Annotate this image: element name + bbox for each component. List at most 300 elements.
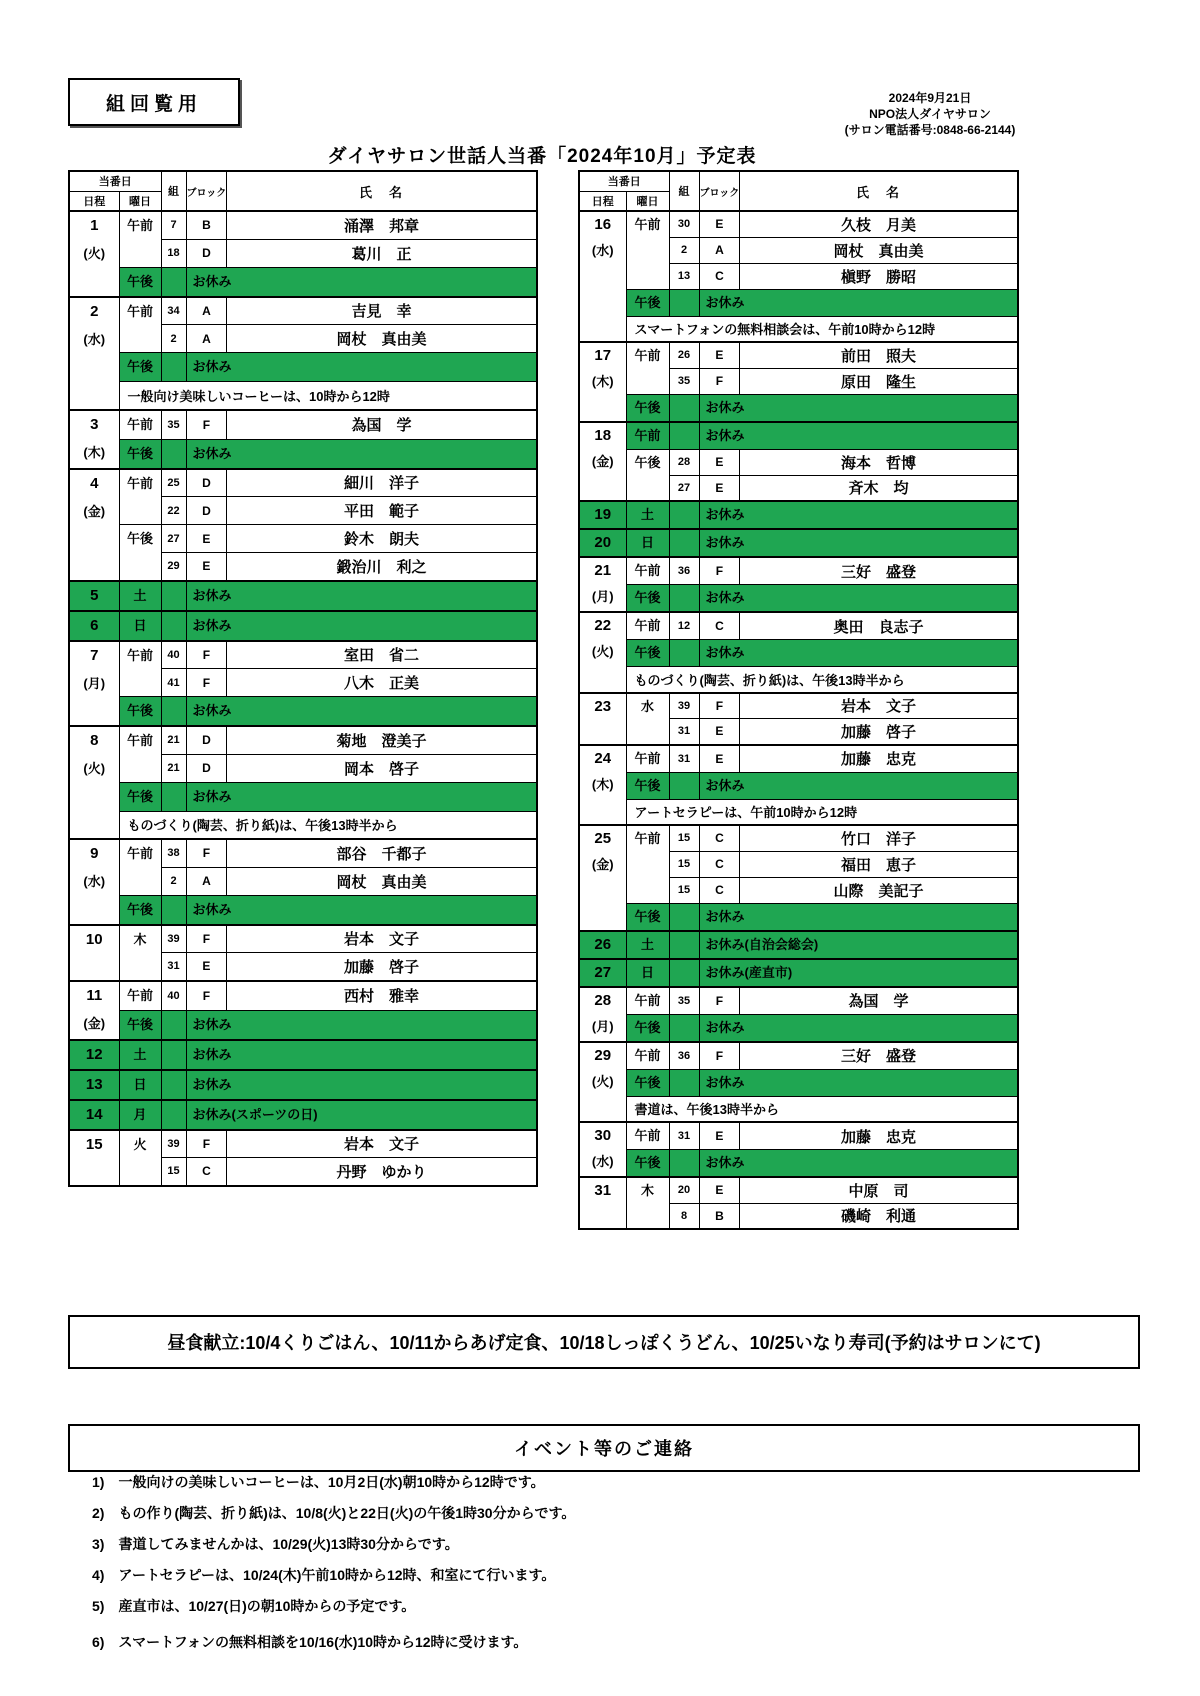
schedule-row (579, 612, 1018, 640)
person-name: 岡杖 真由美 (227, 867, 537, 895)
person-name: 吉見 幸 (227, 297, 537, 325)
period-cell: 午後 (119, 439, 161, 469)
schedule-row (579, 903, 1018, 931)
block-cell: A (186, 325, 227, 353)
kumi-cell: 39 (161, 1130, 186, 1158)
dow-cell: 月 (119, 1100, 161, 1130)
date-cell (69, 410, 119, 469)
period-cell: 午前 (626, 422, 669, 450)
rest-day-row (579, 529, 1018, 557)
header-dow: 曜日 (119, 191, 161, 211)
date-cell (579, 987, 626, 1042)
event-item-5: 5) 産直市は、10/27(日)の朝10時からの予定です。 (92, 1598, 416, 1614)
kumi-cell (161, 1070, 186, 1100)
header-date: 日程 (579, 191, 626, 211)
person-name: 丹野 ゆかり (227, 1158, 537, 1186)
block-cell: E (699, 719, 740, 745)
period-cell: 午後 (119, 267, 161, 297)
person-name: 福田 恵子 (740, 851, 1018, 877)
rest-label: お休み (699, 289, 1018, 316)
block-cell: C (699, 263, 740, 289)
block-cell: A (186, 867, 227, 895)
person-name: 山際 美記子 (740, 877, 1018, 903)
schedule-row (69, 525, 537, 553)
person-name: 三好 盛登 (740, 557, 1018, 585)
kumi-cell (669, 394, 699, 422)
period-cell: 午前 (626, 1122, 669, 1150)
rest-label: お休み (699, 903, 1018, 931)
block-cell: A (699, 237, 740, 263)
date-cell (579, 1122, 626, 1177)
person-name: 原田 隆生 (740, 368, 1018, 394)
date-cell: 14 (69, 1100, 119, 1130)
block-cell: E (699, 449, 740, 475)
schedule-row (579, 1150, 1018, 1178)
note-row (579, 316, 1018, 342)
header-kumi: 組 (669, 171, 699, 211)
kumi-cell: 35 (669, 368, 699, 394)
person-name: 奥田 良志子 (740, 612, 1018, 640)
kumi-cell: 34 (161, 297, 186, 325)
kumi-cell (669, 529, 699, 557)
kumi-cell (669, 289, 699, 316)
rest-day-row (579, 959, 1018, 987)
date-number: 18 (594, 426, 612, 444)
rest-label: お休み (186, 439, 537, 469)
rest-label: お休み (186, 1070, 537, 1100)
kumi-cell (669, 903, 699, 931)
period-cell: 午前 (119, 211, 161, 267)
schedule-row (69, 641, 537, 669)
duty-table-left (68, 170, 538, 1187)
rest-day-row (69, 1040, 537, 1070)
date-number: 9 (90, 845, 99, 862)
kumi-cell: 8 (669, 1203, 699, 1229)
schedule-row (69, 469, 537, 497)
date-number: 17 (594, 347, 612, 364)
kumi-cell: 40 (161, 981, 186, 1011)
schedule-row (579, 1069, 1018, 1096)
kumi-cell: 15 (161, 1158, 186, 1186)
schedule-row (69, 267, 537, 297)
date-cell (579, 745, 626, 826)
event-note: 書道は、午後13時半から (626, 1096, 1018, 1122)
person-name: 加藤 忠克 (740, 1122, 1018, 1150)
date-cell (579, 1042, 626, 1123)
schedule-row (579, 745, 1018, 773)
dow-label: (火) (83, 246, 106, 261)
kumi-cell (161, 611, 186, 641)
date-cell: 6 (69, 611, 119, 641)
person-name: 涌澤 邦章 (227, 211, 537, 239)
period-cell: 午前 (626, 342, 669, 394)
schedule-row (579, 987, 1018, 1015)
header-duty-day: 当番日 (579, 171, 669, 191)
rest-day-row (579, 501, 1018, 529)
schedule-row (69, 297, 537, 325)
block-cell: E (699, 342, 740, 368)
date-number: 16 (594, 216, 612, 233)
person-name: 磯崎 利通 (740, 1203, 1018, 1229)
date-number: 10 (85, 930, 103, 948)
kumi-cell (669, 640, 699, 667)
kumi-cell: 36 (669, 1042, 699, 1070)
schedule-row (579, 394, 1018, 422)
period-cell: 午後 (626, 289, 669, 316)
header-name: 氏 名 (227, 171, 537, 211)
schedule-row (69, 1010, 537, 1040)
kumi-cell: 13 (669, 263, 699, 289)
period-cell: 午前 (626, 745, 669, 773)
period-cell: 午前 (626, 825, 669, 903)
period-cell: 午前 (119, 641, 161, 697)
events-header-box (68, 1424, 1140, 1472)
dow-label: (月) (591, 1018, 614, 1034)
person-name: 為国 学 (227, 410, 537, 440)
schedule-row (69, 697, 537, 727)
block-cell: E (186, 553, 227, 581)
block-cell: F (186, 1130, 227, 1158)
kumi-cell: 35 (669, 987, 699, 1015)
rest-day-row (69, 1100, 537, 1130)
schedule-row (579, 585, 1018, 613)
rest-label: お休み (699, 585, 1018, 613)
date-number: 24 (594, 749, 612, 767)
date-number: 4 (90, 474, 99, 492)
schedule-row (69, 439, 537, 469)
note-row (579, 667, 1018, 693)
person-name: 竹口 洋子 (740, 825, 1018, 851)
person-name: 西村 雅幸 (227, 981, 537, 1011)
dow-label: (金) (591, 453, 614, 469)
dow-label: (火) (591, 1073, 614, 1089)
schedule-row (579, 422, 1018, 450)
block-cell: F (699, 1042, 740, 1070)
dow-cell: 土 (119, 1040, 161, 1070)
schedule-row (579, 1042, 1018, 1070)
block-cell: E (699, 1122, 740, 1150)
person-name: 岩本 文子 (227, 1130, 537, 1158)
date-cell: 5 (69, 581, 119, 611)
dow-cell: 木 (119, 925, 161, 981)
person-name: 岡杖 真由美 (740, 237, 1018, 263)
kumi-cell: 2 (161, 867, 186, 895)
block-cell: B (186, 211, 227, 239)
block-cell: C (699, 877, 740, 903)
kumi-cell: 39 (161, 925, 186, 953)
kumi-cell: 31 (161, 953, 186, 981)
event-note: ものづくり(陶芸、折り紙)は、午後13時半から (119, 811, 537, 839)
date-cell (579, 557, 626, 612)
kumi-cell: 2 (161, 325, 186, 353)
person-name: 細川 洋子 (227, 469, 537, 497)
date-cell: 26 (579, 931, 626, 959)
rest-day-row (69, 611, 537, 641)
schedule-row (69, 211, 537, 239)
schedule-row (69, 353, 537, 382)
kumi-cell: 25 (161, 469, 186, 497)
person-name: 加藤 啓子 (740, 719, 1018, 745)
period-cell: 午前 (119, 297, 161, 353)
issuer-info (750, 90, 1110, 138)
dow-label: (水) (83, 331, 106, 347)
block-cell: C (699, 851, 740, 877)
block-cell: F (699, 987, 740, 1015)
duty-table-right (578, 170, 1019, 1230)
header-date: 日程 (69, 191, 119, 211)
kumi-cell (669, 585, 699, 613)
duty-table-left-mount (68, 170, 538, 1187)
period-cell: 午前 (119, 839, 161, 895)
header-block: ブロック (699, 171, 740, 211)
person-name: 為国 学 (740, 987, 1018, 1015)
person-name: 斉木 均 (740, 475, 1018, 501)
dow-label: (水) (591, 243, 614, 258)
rest-label: お休み (186, 353, 537, 382)
schedule-row (579, 640, 1018, 667)
rest-label: お休み (186, 1040, 537, 1070)
block-cell: E (699, 475, 740, 501)
kumi-cell (669, 959, 699, 987)
schedule-row (579, 289, 1018, 316)
dow-cell: 日 (119, 1070, 161, 1100)
kumi-cell (161, 353, 186, 382)
kumi-cell: 27 (161, 525, 186, 553)
dow-cell: 日 (119, 611, 161, 641)
period-cell: 午前 (119, 469, 161, 525)
event-item-6: 6) スマートフォンの無料相談を10/16(水)10時から12時に受けます。 (92, 1634, 528, 1650)
kumi-cell: 21 (161, 726, 186, 754)
schedule-row (579, 1014, 1018, 1042)
date-cell (579, 825, 626, 931)
rest-day-row (69, 1070, 537, 1100)
dow-cell: 木 (626, 1177, 669, 1229)
period-cell: 午前 (626, 211, 669, 289)
dow-label: (金) (83, 503, 106, 519)
period-cell: 午後 (119, 697, 161, 727)
date-number: 8 (90, 732, 99, 749)
date-cell (579, 612, 626, 693)
date-cell (579, 211, 626, 342)
org-phone: (サロン電話番号:0848-66-2144) (844, 123, 1016, 137)
date-number: 2 (90, 302, 99, 320)
event-note: ものづくり(陶芸、折り紙)は、午後13時半から (626, 667, 1018, 693)
date-number: 23 (594, 697, 612, 715)
dow-label: (金) (591, 857, 614, 872)
kumi-cell: 35 (161, 410, 186, 440)
period-cell: 午前 (626, 987, 669, 1015)
rest-label: お休み(自治会総会) (699, 931, 1018, 959)
rest-label: お休み (699, 640, 1018, 667)
person-name: 中原 司 (740, 1177, 1018, 1203)
person-name: 岡本 啓子 (227, 754, 537, 782)
dow-label: (水) (591, 1154, 614, 1169)
dow-cell: 土 (626, 501, 669, 529)
date-cell (579, 1177, 626, 1229)
schedule-row (69, 839, 537, 867)
header-dow: 曜日 (626, 191, 669, 211)
kumi-cell: 40 (161, 641, 186, 669)
event-item-2: 2) もの作り(陶芸、折り紙)は、10/8(火)と22日(火)の午後1時30分からです。 (92, 1505, 576, 1521)
event-list (92, 1472, 1132, 1663)
date-number: 11 (86, 986, 103, 1004)
dow-cell: 日 (626, 959, 669, 987)
schedule-row (69, 782, 537, 811)
block-cell: F (699, 368, 740, 394)
person-name: 鍛治川 利之 (227, 553, 537, 581)
schedule-row (69, 981, 537, 1011)
rest-label: お休み (186, 267, 537, 297)
kumi-cell (161, 1040, 186, 1070)
schedule-row (69, 726, 537, 754)
date-number: 3 (90, 415, 99, 433)
event-note: アートセラピーは、午前10時から12時 (626, 799, 1018, 825)
rest-label: お休み (699, 394, 1018, 422)
header-row (579, 171, 1018, 191)
date-cell (69, 641, 119, 727)
block-cell: E (699, 1177, 740, 1203)
event-item-4: 4) アートセラピーは、10/24(木)午前10時から12時、和室にて行います。 (92, 1567, 556, 1583)
person-name: 鈴木 朗夫 (227, 525, 537, 553)
person-name: 海本 哲博 (740, 449, 1018, 475)
kumi-cell: 2 (669, 237, 699, 263)
kumi-cell (669, 1069, 699, 1096)
period-cell: 午後 (626, 449, 669, 501)
kumi-cell: 38 (161, 839, 186, 867)
circulation-label: 組回覧用 (105, 93, 202, 115)
kumi-cell: 41 (161, 669, 186, 697)
block-cell: E (186, 953, 227, 981)
rest-label: お休み (186, 697, 537, 727)
issue-date: 2024年9月21日 (888, 91, 972, 105)
person-name: 岡杖 真由美 (227, 325, 537, 353)
header-kumi: 組 (161, 171, 186, 211)
kumi-cell: 31 (669, 1122, 699, 1150)
block-cell: D (186, 239, 227, 267)
block-cell: F (699, 557, 740, 585)
person-name: 久枝 月美 (740, 211, 1018, 237)
block-cell: F (186, 669, 227, 697)
dow-cell: 水 (626, 693, 669, 745)
date-cell (69, 1130, 119, 1186)
dow-label: (火) (83, 761, 106, 776)
kumi-cell (161, 782, 186, 811)
date-number: 1 (90, 217, 99, 234)
event-item-3: 3) 書道してみませんかは、10/29(火)13時30分からです。 (92, 1536, 459, 1552)
kumi-cell: 7 (161, 211, 186, 239)
note-row (579, 799, 1018, 825)
period-cell: 午後 (119, 895, 161, 925)
kumi-cell: 15 (669, 825, 699, 851)
block-cell: D (186, 754, 227, 782)
person-name: 三好 盛登 (740, 1042, 1018, 1070)
lunch-menu-box (68, 1315, 1140, 1369)
dow-cell: 火 (119, 1130, 161, 1186)
date-cell (579, 422, 626, 502)
block-cell: F (186, 925, 227, 953)
block-cell: B (699, 1203, 740, 1229)
rest-label: お休み (699, 1069, 1018, 1096)
block-cell: C (699, 825, 740, 851)
person-name: 室田 省二 (227, 641, 537, 669)
dow-cell: 土 (626, 931, 669, 959)
period-cell: 午前 (119, 981, 161, 1011)
kumi-cell (669, 772, 699, 799)
schedule-row (579, 1122, 1018, 1150)
rest-label: お休み (699, 1150, 1018, 1178)
person-name: 槇野 勝昭 (740, 263, 1018, 289)
schedule-row (579, 557, 1018, 585)
kumi-cell: 31 (669, 719, 699, 745)
kumi-cell: 27 (669, 475, 699, 501)
block-cell: F (186, 981, 227, 1011)
schedule-row (579, 825, 1018, 851)
period-cell: 午後 (626, 903, 669, 931)
schedule-row (579, 342, 1018, 368)
date-cell: 13 (69, 1070, 119, 1100)
block-cell: F (186, 839, 227, 867)
person-name: 加藤 啓子 (227, 953, 537, 981)
block-cell: E (186, 525, 227, 553)
rest-label: お休み (699, 529, 1018, 557)
block-cell: E (699, 745, 740, 773)
header-row (69, 171, 537, 191)
period-cell: 午後 (626, 394, 669, 422)
block-cell: C (186, 1158, 227, 1186)
date-number: 30 (594, 1127, 612, 1144)
rest-label: お休み (186, 581, 537, 611)
date-number: 25 (594, 830, 612, 847)
kumi-cell (669, 1014, 699, 1042)
date-cell (69, 839, 119, 925)
block-cell: A (186, 297, 227, 325)
period-cell: 午後 (119, 1010, 161, 1040)
kumi-cell (161, 1010, 186, 1040)
schedule-row (579, 772, 1018, 799)
period-cell: 午後 (626, 772, 669, 799)
kumi-cell: 22 (161, 497, 186, 525)
date-number: 22 (594, 617, 612, 634)
rest-label: お休み(スポーツの日) (186, 1100, 537, 1130)
period-cell: 午後 (626, 1069, 669, 1096)
period-cell: 午前 (626, 1042, 669, 1070)
org-name: NPO法人ダイヤサロン (869, 107, 991, 121)
rest-label: お休み(産直市) (699, 959, 1018, 987)
kumi-cell: 36 (669, 557, 699, 585)
date-cell (69, 925, 119, 981)
dow-label: (月) (591, 589, 614, 604)
kumi-cell (161, 1100, 186, 1130)
dow-label: (木) (591, 374, 614, 389)
date-cell (69, 211, 119, 297)
kumi-cell: 31 (669, 745, 699, 773)
schedule-row (579, 1177, 1018, 1203)
dow-label: (金) (83, 1015, 106, 1031)
block-cell: E (699, 211, 740, 237)
note-row (69, 811, 537, 839)
kumi-cell: 20 (669, 1177, 699, 1203)
kumi-cell (161, 439, 186, 469)
date-cell (69, 297, 119, 410)
kumi-cell: 39 (669, 693, 699, 719)
period-cell: 午後 (626, 1014, 669, 1042)
kumi-cell (161, 895, 186, 925)
date-cell: 12 (69, 1040, 119, 1070)
period-cell: 午前 (119, 410, 161, 440)
rest-label: お休み (186, 782, 537, 811)
rest-day-row (69, 581, 537, 611)
block-cell: F (186, 410, 227, 440)
